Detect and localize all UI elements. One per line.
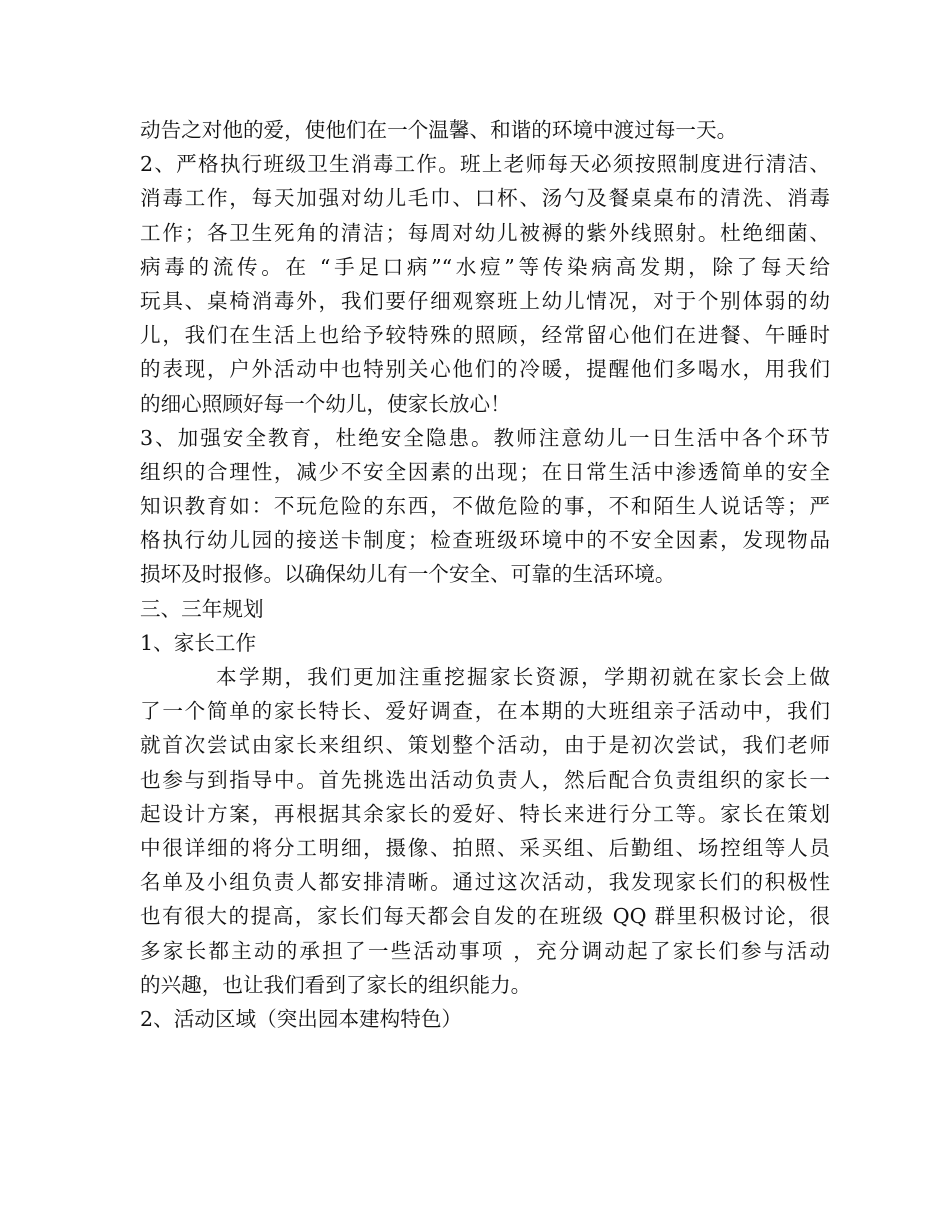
text-line: 玩具、桌椅消毒外，我们要仔细观察班上幼儿情况，对于个别体弱的幼 xyxy=(140,288,830,313)
section-heading: 三、三年规划 xyxy=(140,596,264,621)
text-line: 的细心照顾好每一个幼儿，使家长放心！ xyxy=(140,391,511,416)
text-line: 损坏及时报修。以确保幼儿有一个安全、可靠的生活环境。 xyxy=(140,562,676,587)
text-line: 就首次尝试由家长来组织、策划整个活动，由于是初次尝试，我们老师 xyxy=(140,733,830,758)
document-body xyxy=(140,113,830,1036)
text-line: 组织的合理性，减少不安全因素的出现；在日常生活中渗透简单的安全 xyxy=(140,459,830,484)
subsection-heading: 2、活动区域（突出园本建构特色） xyxy=(140,1006,463,1031)
text-line: 病毒的流传。在 “手足口病”“水痘”等传染病高发期，除了每天给 xyxy=(140,254,830,279)
text-line: 2、严格执行班级卫生消毒工作。班上老师每天必须按照制度进行清洁、 xyxy=(140,152,830,177)
text-line: 的表现，户外活动中也特别关心他们的冷暖，提醒他们多喝水，用我们 xyxy=(140,357,830,382)
text-line: 也有很大的提高，家长们每天都会自发的在班级 QQ 群里积极讨论，很 xyxy=(140,904,830,929)
text-line: 本学期，我们更加注重挖掘家长资源，学期初就在家长会上做 xyxy=(216,665,830,689)
text-line: 儿，我们在生活上也给予较特殊的照顾，经常留心他们在进餐、午睡时 xyxy=(140,323,830,348)
text-line: 了一个简单的家长特长、爱好调查，在本期的大班组亲子活动中，我们 xyxy=(140,699,830,724)
text-line: 起设计方案，再根据其余家长的爱好、特长来进行分工等。家长在策划 xyxy=(140,801,830,826)
text-line: 工作；各卫生死角的清洁；每周对幼儿被褥的紫外线照射。杜绝细菌、 xyxy=(140,220,830,245)
text-line: 的兴趣，也让我们看到了家长的组织能力。 xyxy=(140,972,532,997)
subsection-heading: 1、家长工作 xyxy=(140,630,257,655)
text-line: 多家长都主动的承担了一些活动事项 ，充分调动起了家长们参与活动 xyxy=(140,938,830,963)
text-line: 知识教育如：不玩危险的东西，不做危险的事，不和陌生人说话等；严 xyxy=(140,494,830,519)
text-line: 名单及小组负责人都安排清晰。通过这次活动，我发现家长们的积极性 xyxy=(140,870,830,895)
text-line: 也参与到指导中。首先挑选出活动负责人，然后配合负责组织的家长一 xyxy=(140,767,830,792)
text-line: 中很详细的将分工明细，摄像、拍照、采买组、后勤组、场控组等人员 xyxy=(140,835,830,860)
text-line: 3、加强安全教育，杜绝安全隐患。教师注意幼儿一日生活中各个环节 xyxy=(140,425,830,450)
text-line: 动告之对他的爱，使他们在一个温馨、和谐的环境中渡过每一天。 xyxy=(140,118,738,142)
text-line: 消毒工作，每天加强对幼儿毛巾、口杯、汤勺及餐桌桌布的清洗、消毒 xyxy=(140,186,830,211)
text-line: 格执行幼儿园的接送卡制度；检查班级环境中的不安全因素，发现物品 xyxy=(140,528,830,553)
